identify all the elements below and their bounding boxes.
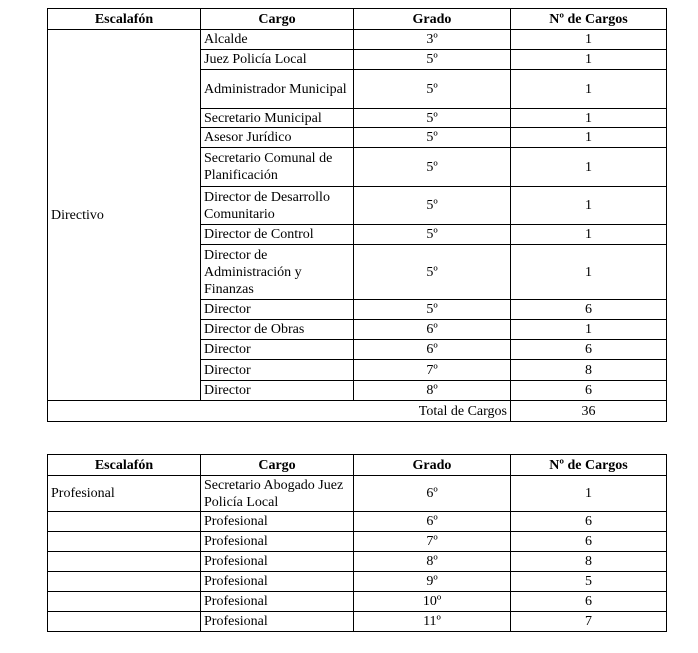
- grado-cell: 6º: [354, 476, 511, 512]
- grado-cell: 6º: [354, 340, 511, 360]
- header-escalafon: Escalafón: [48, 9, 201, 30]
- n-cargos-cell: 1: [511, 187, 667, 225]
- table-row: [48, 612, 667, 632]
- n-cargos-cell: 1: [511, 148, 667, 187]
- escalafon-cell: [48, 532, 201, 552]
- escalafon-cell: Directivo: [48, 30, 201, 401]
- grado-cell: 5º: [354, 245, 511, 300]
- cargo-cell: Profesional: [201, 532, 354, 552]
- cargo-cell: Director de Obras: [201, 320, 354, 340]
- grado-cell: 5º: [354, 148, 511, 187]
- table-row: [48, 552, 667, 572]
- n-cargos-cell: 8: [511, 360, 667, 381]
- escalafon-cell: [48, 592, 201, 612]
- grado-cell: 8º: [354, 552, 511, 572]
- total-row: [48, 401, 667, 422]
- cargo-cell: Director de Control: [201, 225, 354, 245]
- profesional-table: [47, 454, 667, 632]
- n-cargos-cell: 6: [511, 512, 667, 532]
- cargo-cell: Secretario Comunal de Planificación: [201, 148, 354, 187]
- grado-cell: 6º: [354, 512, 511, 532]
- grado-cell: 5º: [354, 70, 511, 109]
- n-cargos-cell: 1: [511, 50, 667, 70]
- n-cargos-cell: 1: [511, 30, 667, 50]
- grado-cell: 5º: [354, 128, 511, 148]
- grado-cell: 7º: [354, 360, 511, 381]
- header-cargo: Cargo: [201, 9, 354, 30]
- escalafon-cell: [48, 612, 201, 632]
- grado-cell: 3º: [354, 30, 511, 50]
- grado-cell: 11º: [354, 612, 511, 632]
- n-cargos-cell: 1: [511, 225, 667, 245]
- header-n-cargos: Nº de Cargos: [511, 455, 667, 476]
- grado-cell: 9º: [354, 572, 511, 592]
- n-cargos-cell: 7: [511, 612, 667, 632]
- header-n-cargos: Nº de Cargos: [511, 9, 667, 30]
- escalafon-cell: [48, 512, 201, 532]
- header-grado: Grado: [354, 455, 511, 476]
- grado-cell: 5º: [354, 300, 511, 320]
- n-cargos-cell: 1: [511, 70, 667, 109]
- cargo-cell: Juez Policía Local: [201, 50, 354, 70]
- n-cargos-cell: 5: [511, 572, 667, 592]
- table-row: [48, 592, 667, 612]
- cargo-cell: Profesional: [201, 552, 354, 572]
- n-cargos-cell: 1: [511, 109, 667, 128]
- cargo-cell: Director: [201, 340, 354, 360]
- table-row: [48, 476, 667, 512]
- grado-cell: 7º: [354, 532, 511, 552]
- cargo-cell: Profesional: [201, 572, 354, 592]
- table-row: [48, 512, 667, 532]
- escalafon-cell: Profesional: [48, 476, 201, 512]
- n-cargos-cell: 6: [511, 592, 667, 612]
- escalafon-cell: [48, 552, 201, 572]
- grado-cell: 5º: [354, 50, 511, 70]
- cargo-cell: Secretario Municipal: [201, 109, 354, 128]
- grado-cell: 8º: [354, 381, 511, 401]
- cargo-cell: Profesional: [201, 612, 354, 632]
- n-cargos-cell: 6: [511, 340, 667, 360]
- grado-cell: 5º: [354, 187, 511, 225]
- n-cargos-cell: 6: [511, 532, 667, 552]
- table-row: [48, 572, 667, 592]
- n-cargos-cell: 8: [511, 552, 667, 572]
- n-cargos-cell: 1: [511, 245, 667, 300]
- cargo-cell: Profesional: [201, 592, 354, 612]
- total-label: Total de Cargos: [48, 401, 511, 422]
- grado-cell: 5º: [354, 225, 511, 245]
- header-grado: Grado: [354, 9, 511, 30]
- table-row: [48, 30, 667, 50]
- header-cargo: Cargo: [201, 455, 354, 476]
- cargo-cell: Director: [201, 381, 354, 401]
- cargo-cell: Director: [201, 300, 354, 320]
- cargo-cell: Profesional: [201, 512, 354, 532]
- grado-cell: 6º: [354, 320, 511, 340]
- n-cargos-cell: 1: [511, 128, 667, 148]
- cargo-cell: Alcalde: [201, 30, 354, 50]
- cargo-cell: Director: [201, 360, 354, 381]
- n-cargos-cell: 6: [511, 381, 667, 401]
- cargo-cell: Director de Desarrollo Comunitario: [201, 187, 354, 225]
- n-cargos-cell: 1: [511, 320, 667, 340]
- total-value: 36: [511, 401, 667, 422]
- n-cargos-cell: 6: [511, 300, 667, 320]
- cargo-cell: Asesor Jurídico: [201, 128, 354, 148]
- grado-cell: 5º: [354, 109, 511, 128]
- header-escalafon: Escalafón: [48, 455, 201, 476]
- cargo-cell: Secretario Abogado Juez Policía Local: [201, 476, 354, 512]
- cargo-cell: Director de Administración y Finanzas: [201, 245, 354, 300]
- table-row: [48, 532, 667, 552]
- cargo-cell: Administrador Municipal: [201, 70, 354, 109]
- directivo-table: [47, 8, 667, 422]
- escalafon-cell: [48, 572, 201, 592]
- n-cargos-cell: 1: [511, 476, 667, 512]
- grado-cell: 10º: [354, 592, 511, 612]
